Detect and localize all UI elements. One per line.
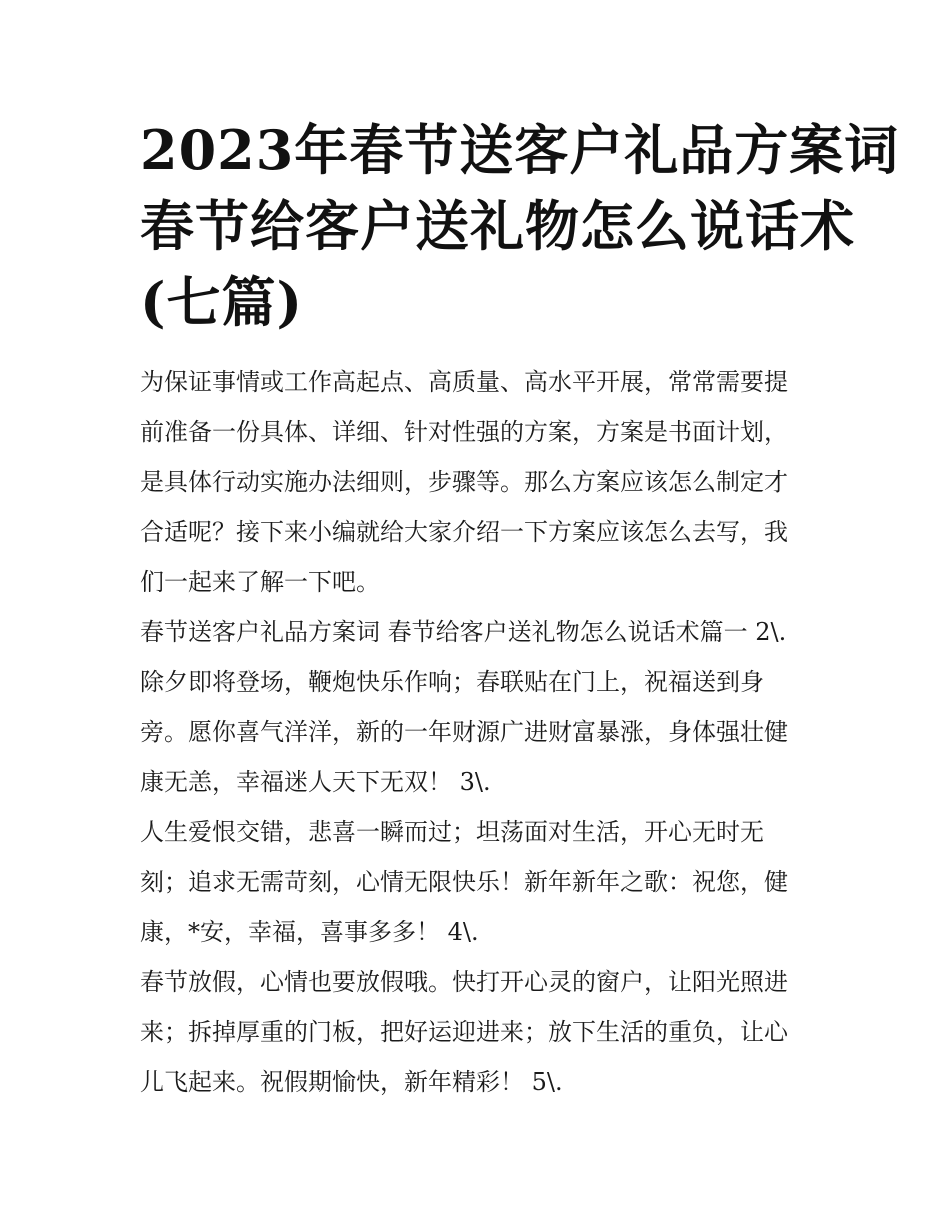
body-line: 是具体行动实施办法细则，步骤等。那么方案应该怎么制定才 bbox=[140, 468, 788, 496]
title-line: (七篇) bbox=[140, 270, 304, 334]
document-body bbox=[140, 357, 820, 1107]
body-line: 康，*安，幸福，喜事多多！ 4\. bbox=[140, 918, 479, 946]
body-line: 合适呢？接下来小编就给大家介绍一下方案应该怎么去写，我 bbox=[140, 518, 788, 546]
body-line: 春节放假，心情也要放假哦。快打开心灵的窗户，让阳光照进 bbox=[140, 968, 788, 996]
body-line: 们一起来了解一下吧。 bbox=[140, 568, 380, 596]
body-line: 旁。愿你喜气洋洋，新的一年财源广进财富暴涨，身体强壮健 bbox=[140, 718, 788, 746]
body-line: 人生爱恨交错，悲喜一瞬而过；坦荡面对生活，开心无时无 bbox=[140, 818, 764, 846]
body-line: 春节送客户礼品方案词 春节给客户送礼物怎么说话术篇一 2\. bbox=[140, 618, 787, 646]
body-line: 除夕即将登场，鞭炮快乐作响；春联贴在门上，祝福送到身 bbox=[140, 668, 764, 696]
body-line: 儿飞起来。祝假期愉快，新年精彩！ 5\. bbox=[140, 1068, 563, 1096]
body-line: 为保证事情或工作高起点、高质量、高水平开展，常常需要提 bbox=[140, 368, 788, 396]
title-line: 春节给客户送礼物怎么说话术 bbox=[140, 194, 855, 258]
body-line: 康无恙，幸福迷人天下无双！ 3\. bbox=[140, 768, 491, 796]
title-line: 2023年春节送客户礼品方案词 bbox=[140, 118, 900, 182]
body-line: 来；拆掉厚重的门板，把好运迎进来；放下生活的重负，让心 bbox=[140, 1018, 788, 1046]
body-line: 刻；追求无需苛刻，心情无限快乐！新年新年之歌：祝您，健 bbox=[140, 868, 788, 896]
body-line: 前准备一份具体、详细、针对性强的方案，方案是书面计划， bbox=[140, 418, 788, 446]
document-title bbox=[140, 112, 900, 340]
